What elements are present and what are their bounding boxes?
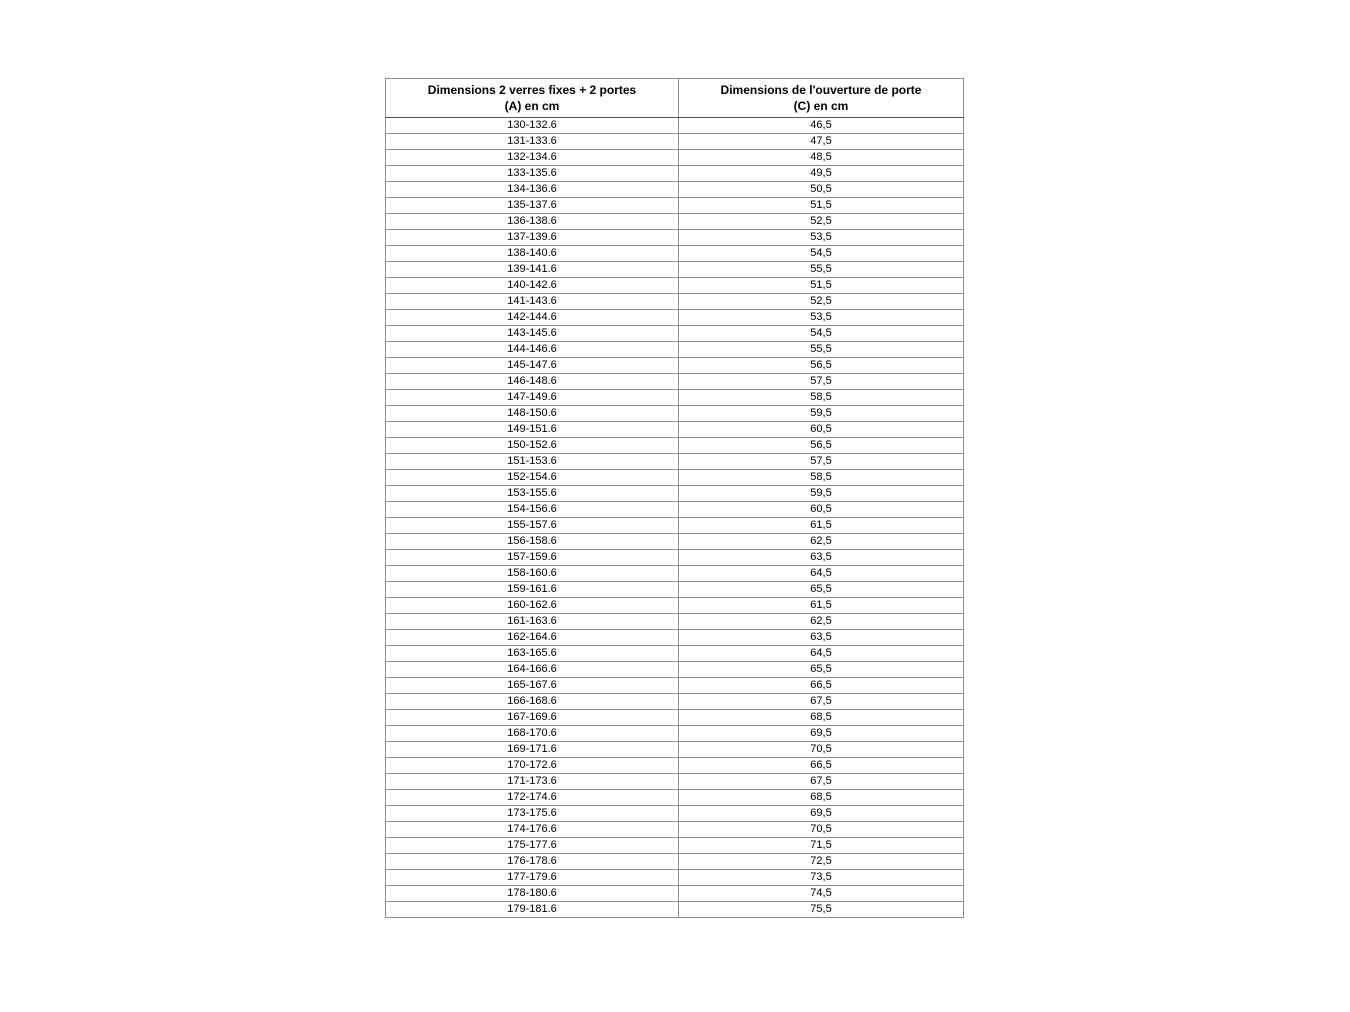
table-row	[386, 150, 964, 166]
cell-dimension-a: 163-165.6	[386, 646, 679, 662]
cell-dimension-a: 172-174.6	[386, 790, 679, 806]
cell-dimension-a: 168-170.6	[386, 726, 679, 742]
col-header-a-line1: Dimensions 2 verres fixes + 2 portes	[427, 83, 637, 97]
cell-opening-c: 57,5	[679, 374, 964, 390]
cell-opening-c: 68,5	[679, 790, 964, 806]
cell-opening-c: 56,5	[679, 358, 964, 374]
table-row	[386, 294, 964, 310]
cell-dimension-a: 154-156.6	[386, 502, 679, 518]
cell-opening-c: 53,5	[679, 310, 964, 326]
cell-opening-c: 51,5	[679, 278, 964, 294]
table-row	[386, 486, 964, 502]
cell-dimension-a: 162-164.6	[386, 630, 679, 646]
cell-opening-c: 57,5	[679, 454, 964, 470]
cell-dimension-a: 159-161.6	[386, 582, 679, 598]
table-row	[386, 550, 964, 566]
table-row	[386, 326, 964, 342]
cell-opening-c: 59,5	[679, 406, 964, 422]
cell-opening-c: 58,5	[679, 470, 964, 486]
cell-opening-c: 75,5	[679, 902, 964, 918]
cell-dimension-a: 176-178.6	[386, 854, 679, 870]
table-row	[386, 774, 964, 790]
table-row	[386, 630, 964, 646]
cell-opening-c: 65,5	[679, 582, 964, 598]
cell-opening-c: 54,5	[679, 326, 964, 342]
table-row	[386, 406, 964, 422]
cell-opening-c: 64,5	[679, 646, 964, 662]
cell-opening-c: 69,5	[679, 806, 964, 822]
table-row	[386, 358, 964, 374]
table-row	[386, 390, 964, 406]
table-row	[386, 790, 964, 806]
cell-opening-c: 71,5	[679, 838, 964, 854]
cell-dimension-a: 151-153.6	[386, 454, 679, 470]
table-row	[386, 262, 964, 278]
cell-opening-c: 74,5	[679, 886, 964, 902]
cell-opening-c: 55,5	[679, 342, 964, 358]
cell-dimension-a: 139-141.6	[386, 262, 679, 278]
cell-dimension-a: 136-138.6	[386, 214, 679, 230]
cell-dimension-a: 158-160.6	[386, 566, 679, 582]
cell-opening-c: 62,5	[679, 534, 964, 550]
cell-opening-c: 50,5	[679, 182, 964, 198]
header-row	[386, 79, 964, 118]
table-row	[386, 886, 964, 902]
cell-dimension-a: 169-171.6	[386, 742, 679, 758]
cell-dimension-a: 157-159.6	[386, 550, 679, 566]
table-row	[386, 374, 964, 390]
cell-opening-c: 69,5	[679, 726, 964, 742]
cell-opening-c: 66,5	[679, 678, 964, 694]
table-row	[386, 854, 964, 870]
cell-dimension-a: 160-162.6	[386, 598, 679, 614]
cell-dimension-a: 170-172.6	[386, 758, 679, 774]
cell-dimension-a: 152-154.6	[386, 470, 679, 486]
cell-opening-c: 62,5	[679, 614, 964, 630]
cell-opening-c: 66,5	[679, 758, 964, 774]
cell-opening-c: 52,5	[679, 214, 964, 230]
cell-dimension-a: 178-180.6	[386, 886, 679, 902]
table-header	[386, 79, 964, 118]
table-row	[386, 182, 964, 198]
cell-dimension-a: 179-181.6	[386, 902, 679, 918]
cell-opening-c: 72,5	[679, 854, 964, 870]
cell-dimension-a: 144-146.6	[386, 342, 679, 358]
table-row	[386, 246, 964, 262]
cell-opening-c: 48,5	[679, 150, 964, 166]
table-row	[386, 214, 964, 230]
table-row	[386, 806, 964, 822]
cell-opening-c: 67,5	[679, 774, 964, 790]
table-row	[386, 646, 964, 662]
cell-dimension-a: 177-179.6	[386, 870, 679, 886]
cell-opening-c: 73,5	[679, 870, 964, 886]
cell-dimension-a: 161-163.6	[386, 614, 679, 630]
table-row	[386, 118, 964, 134]
table-row	[386, 342, 964, 358]
table-row	[386, 694, 964, 710]
cell-opening-c: 58,5	[679, 390, 964, 406]
dimensions-table-container	[385, 78, 964, 918]
cell-dimension-a: 155-157.6	[386, 518, 679, 534]
cell-dimension-a: 131-133.6	[386, 134, 679, 150]
dimensions-table	[385, 78, 964, 918]
cell-dimension-a: 173-175.6	[386, 806, 679, 822]
cell-opening-c: 70,5	[679, 742, 964, 758]
cell-opening-c: 60,5	[679, 422, 964, 438]
cell-dimension-a: 174-176.6	[386, 822, 679, 838]
cell-opening-c: 61,5	[679, 598, 964, 614]
table-row	[386, 502, 964, 518]
cell-opening-c: 55,5	[679, 262, 964, 278]
cell-dimension-a: 143-145.6	[386, 326, 679, 342]
cell-dimension-a: 141-143.6	[386, 294, 679, 310]
cell-dimension-a: 156-158.6	[386, 534, 679, 550]
cell-dimension-a: 132-134.6	[386, 150, 679, 166]
cell-dimension-a: 133-135.6	[386, 166, 679, 182]
cell-dimension-a: 135-137.6	[386, 198, 679, 214]
cell-opening-c: 52,5	[679, 294, 964, 310]
table-row	[386, 614, 964, 630]
table-row	[386, 902, 964, 918]
cell-dimension-a: 138-140.6	[386, 246, 679, 262]
table-row	[386, 758, 964, 774]
cell-dimension-a: 166-168.6	[386, 694, 679, 710]
cell-dimension-a: 175-177.6	[386, 838, 679, 854]
table-row	[386, 838, 964, 854]
table-row	[386, 230, 964, 246]
table-row	[386, 422, 964, 438]
cell-dimension-a: 137-139.6	[386, 230, 679, 246]
cell-opening-c: 65,5	[679, 662, 964, 678]
col-header-a-line2: (A) en cm	[504, 99, 560, 113]
table-row	[386, 726, 964, 742]
table-row	[386, 198, 964, 214]
cell-opening-c: 70,5	[679, 822, 964, 838]
cell-dimension-a: 145-147.6	[386, 358, 679, 374]
table-row	[386, 582, 964, 598]
cell-opening-c: 64,5	[679, 566, 964, 582]
table-row	[386, 134, 964, 150]
cell-dimension-a: 147-149.6	[386, 390, 679, 406]
col-header-dimensions-c	[679, 79, 964, 118]
table-row	[386, 166, 964, 182]
cell-opening-c: 54,5	[679, 246, 964, 262]
table-row	[386, 438, 964, 454]
cell-opening-c: 60,5	[679, 502, 964, 518]
cell-opening-c: 56,5	[679, 438, 964, 454]
cell-opening-c: 51,5	[679, 198, 964, 214]
cell-dimension-a: 164-166.6	[386, 662, 679, 678]
table-row	[386, 710, 964, 726]
cell-opening-c: 49,5	[679, 166, 964, 182]
cell-opening-c: 47,5	[679, 134, 964, 150]
table-row	[386, 518, 964, 534]
table-row	[386, 742, 964, 758]
cell-dimension-a: 165-167.6	[386, 678, 679, 694]
cell-opening-c: 53,5	[679, 230, 964, 246]
table-row	[386, 278, 964, 294]
cell-dimension-a: 140-142.6	[386, 278, 679, 294]
cell-dimension-a: 148-150.6	[386, 406, 679, 422]
col-header-c-line2: (C) en cm	[793, 99, 849, 113]
table-row	[386, 566, 964, 582]
cell-dimension-a: 149-151.6	[386, 422, 679, 438]
col-header-dimensions-a	[386, 79, 679, 118]
cell-dimension-a: 142-144.6	[386, 310, 679, 326]
cell-dimension-a: 150-152.6	[386, 438, 679, 454]
cell-dimension-a: 130-132.6	[386, 118, 679, 134]
table-row	[386, 470, 964, 486]
table-row	[386, 662, 964, 678]
cell-dimension-a: 146-148.6	[386, 374, 679, 390]
cell-dimension-a: 167-169.6	[386, 710, 679, 726]
cell-dimension-a: 153-155.6	[386, 486, 679, 502]
table-row	[386, 870, 964, 886]
cell-opening-c: 67,5	[679, 694, 964, 710]
cell-opening-c: 61,5	[679, 518, 964, 534]
cell-opening-c: 63,5	[679, 630, 964, 646]
table-row	[386, 454, 964, 470]
table-row	[386, 598, 964, 614]
table-row	[386, 678, 964, 694]
table-row	[386, 822, 964, 838]
cell-opening-c: 46,5	[679, 118, 964, 134]
cell-opening-c: 68,5	[679, 710, 964, 726]
table-body	[386, 118, 964, 918]
cell-dimension-a: 134-136.6	[386, 182, 679, 198]
table-row	[386, 534, 964, 550]
table-row	[386, 310, 964, 326]
cell-opening-c: 63,5	[679, 550, 964, 566]
cell-dimension-a: 171-173.6	[386, 774, 679, 790]
col-header-c-line1: Dimensions de l'ouverture de porte	[720, 83, 922, 97]
cell-opening-c: 59,5	[679, 486, 964, 502]
